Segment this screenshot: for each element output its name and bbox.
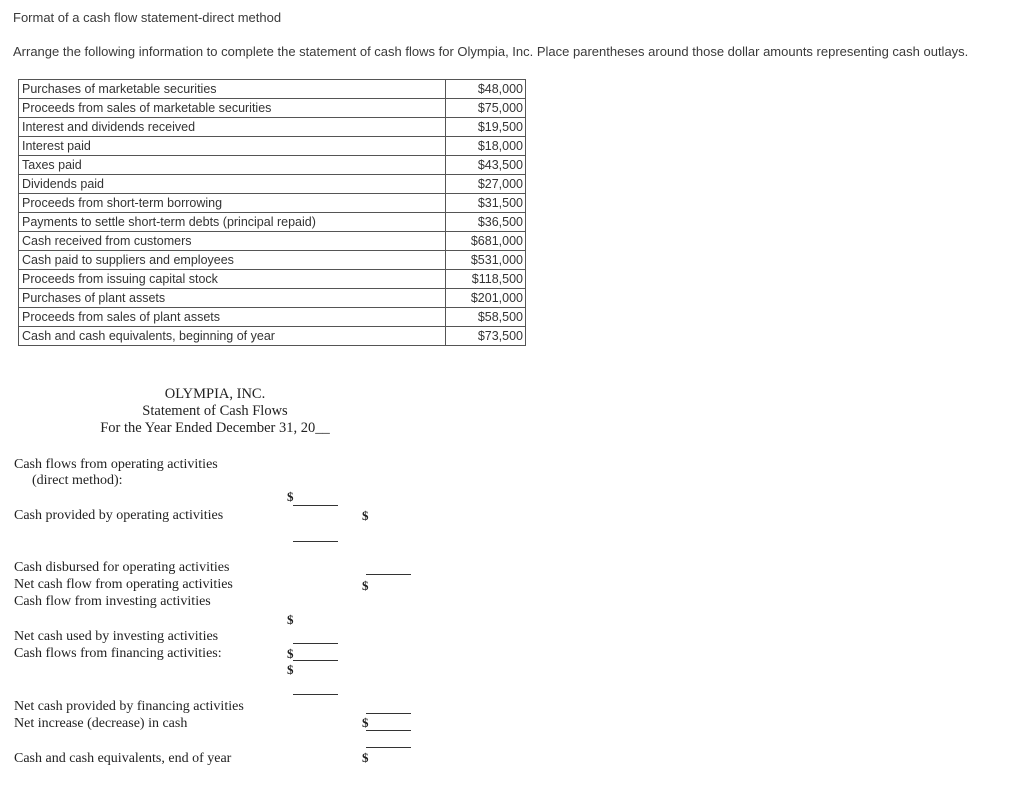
row-amount: $19,500 (446, 118, 526, 137)
answer-blank[interactable] (293, 660, 338, 661)
net-cash-operating-label: Net cash flow from operating activities (14, 577, 233, 592)
table-row (19, 251, 526, 270)
row-amount: $75,000 (446, 99, 526, 118)
table-row (19, 289, 526, 308)
row-label: Cash received from customers (19, 232, 446, 251)
table-row (19, 137, 526, 156)
row-label: Proceeds from sales of plant assets (19, 308, 446, 327)
table-row (19, 327, 526, 346)
row-amount: $48,000 (446, 80, 526, 99)
row-amount: $27,000 (446, 175, 526, 194)
row-label: Purchases of plant assets (19, 289, 446, 308)
instructions: Arrange the following information to complete the statement of cash flows for Olympia, Inc. Place parentheses around those dollar amounts representing cash outlays. (13, 44, 969, 59)
dollar-sign: $ (287, 612, 294, 627)
answer-blank[interactable] (293, 541, 338, 542)
dollar-sign: $ (287, 489, 294, 504)
net-cash-investing-label: Net cash used by investing activities (14, 629, 219, 644)
operating-heading-method: (direct method): (32, 473, 123, 488)
table-row (19, 270, 526, 289)
row-amount: $531,000 (446, 251, 526, 270)
row-amount: $18,000 (446, 137, 526, 156)
table-row (19, 232, 526, 251)
row-label: Proceeds from issuing capital stock (19, 270, 446, 289)
statement-company: OLYMPIA, INC. (164, 386, 266, 402)
table-row (19, 175, 526, 194)
row-label: Dividends paid (19, 175, 446, 194)
row-amount: $31,500 (446, 194, 526, 213)
row-amount: $43,500 (446, 156, 526, 175)
row-amount: $73,500 (446, 327, 526, 346)
dollar-sign: $ (287, 646, 294, 661)
dollar-sign: $ (362, 508, 369, 523)
table-row (19, 99, 526, 118)
answer-blank[interactable] (366, 574, 411, 575)
answer-blank[interactable] (366, 713, 411, 714)
table-row (19, 308, 526, 327)
table-row (19, 213, 526, 232)
answer-blank[interactable] (293, 505, 338, 506)
dollar-sign: $ (362, 750, 369, 765)
row-amount: $201,000 (446, 289, 526, 308)
table-row (19, 118, 526, 137)
row-label: Taxes paid (19, 156, 446, 175)
row-label: Payments to settle short-term debts (principal repaid) (19, 213, 446, 232)
statement-name: Statement of Cash Flows (142, 403, 288, 419)
row-label: Interest and dividends received (19, 118, 446, 137)
row-label: Proceeds from short-term borrowing (19, 194, 446, 213)
page-title: Format of a cash flow statement-direct method (13, 10, 282, 25)
answer-blank[interactable] (293, 643, 338, 644)
net-cash-financing-label: Net cash provided by financing activities (14, 699, 244, 714)
row-label: Cash paid to suppliers and employees (19, 251, 446, 270)
answer-blank[interactable] (366, 747, 411, 748)
cash-provided-operating-label: Cash provided by operating activities (14, 508, 224, 523)
net-increase-label: Net increase (decrease) in cash (14, 716, 188, 731)
dollar-sign: $ (287, 662, 294, 677)
row-amount: $681,000 (446, 232, 526, 251)
dollar-sign: $ (362, 715, 369, 730)
answer-blank[interactable] (293, 694, 338, 695)
statement-period: For the Year Ended December 31, 20__ (100, 420, 330, 436)
financing-heading: Cash flows from financing activities: (14, 646, 222, 661)
table-row (19, 194, 526, 213)
operating-heading: Cash flows from operating activities (14, 457, 218, 472)
table-row (19, 156, 526, 175)
row-label: Purchases of marketable securities (19, 80, 446, 99)
answer-blank[interactable] (366, 730, 411, 731)
investing-heading: Cash flow from investing activities (14, 594, 211, 609)
row-label: Cash and cash equivalents, beginning of year (19, 327, 446, 346)
cash-disbursed-operating-label: Cash disbursed for operating activities (14, 560, 230, 575)
info-table (18, 79, 526, 346)
row-label: Interest paid (19, 137, 446, 156)
cash-end-label: Cash and cash equivalents, end of year (14, 751, 232, 766)
row-label: Proceeds from sales of marketable securities (19, 99, 446, 118)
table-row (19, 80, 526, 99)
dollar-sign: $ (362, 578, 369, 593)
row-amount: $36,500 (446, 213, 526, 232)
row-amount: $58,500 (446, 308, 526, 327)
row-amount: $118,500 (446, 270, 526, 289)
